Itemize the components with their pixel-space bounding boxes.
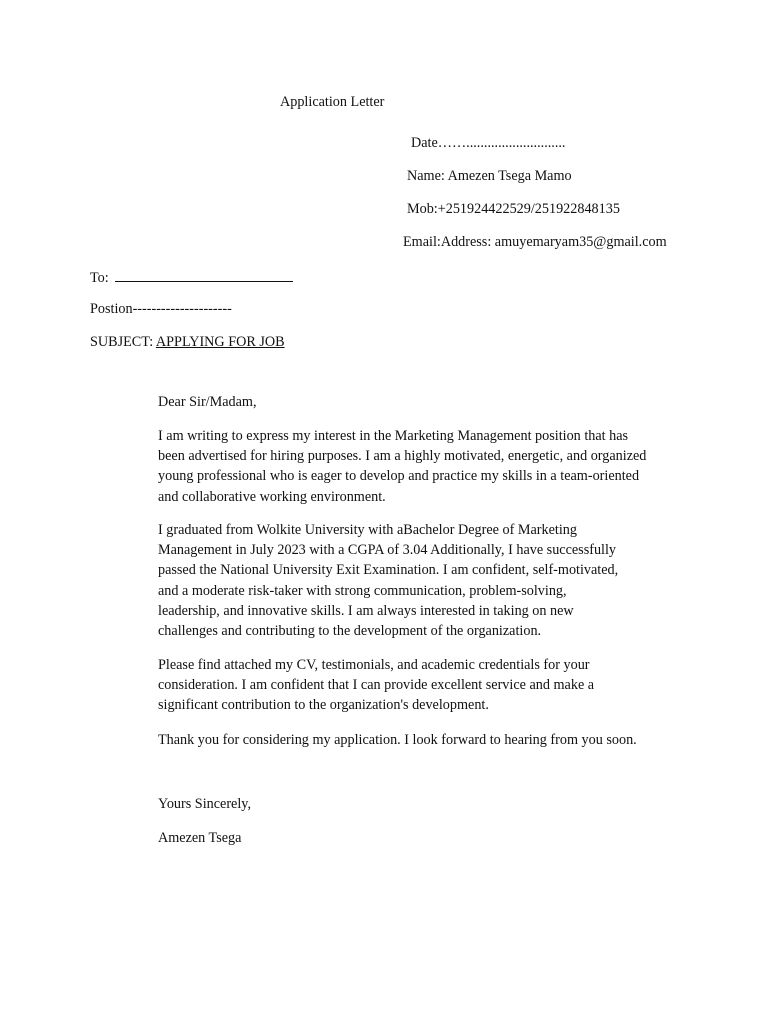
subject-line — [90, 333, 285, 351]
position-line: Postion--------------------- — [90, 301, 232, 317]
salutation: Dear Sir/Madam, — [158, 394, 257, 410]
paragraph-line: significant contribution to the organization's development. — [158, 697, 489, 714]
paragraph-line: Management in July 2023 with a CGPA of 3.04 Additionally, I have successfully — [158, 542, 617, 559]
sender-name: Name: Amezen Tsega Mamo — [407, 168, 572, 184]
paragraph-line: and collaborative working environment. — [158, 488, 386, 505]
subject-text: APPLYING FOR JOB — [155, 334, 285, 350]
sender-email: Email:Address: amuyemaryam35@gmail.com — [403, 234, 667, 250]
paragraph-interest — [158, 426, 678, 507]
paragraph-line: Thank you for considering my application. I look forward to hearing from you soon. — [158, 732, 637, 748]
paragraph-line: and a moderate risk-taker with strong communication, problem-solving, — [158, 582, 567, 599]
paragraph-line: passed the National University Exit Examination. I am confident, self-motivated, — [158, 562, 619, 579]
paragraph-line: I am writing to express my interest in the Marketing Management position that has — [158, 428, 629, 444]
paragraph-attachments — [158, 655, 678, 716]
to-label: To: — [90, 270, 109, 286]
subject-label: SUBJECT: — [90, 334, 154, 350]
paragraph-line: consideration. I am confident that I can provide excellent service and make a — [158, 677, 595, 694]
date-line: Date……............................ — [411, 135, 566, 151]
sender-mobile: Mob:+251924422529/251922848135 — [407, 201, 620, 217]
recipient-blank — [115, 267, 293, 282]
paragraph-line: Please find attached my CV, testimonials, and academic credentials for your — [158, 657, 590, 673]
letter-title: Application Letter — [280, 94, 385, 110]
paragraph-education — [158, 520, 678, 641]
recipient-line — [90, 267, 293, 287]
paragraph-line: young professional who is eager to develop and practice my skills in a team-oriented — [158, 468, 640, 485]
paragraph-line: been advertised for hiring purposes. I am a highly motivated, energetic, and organized — [158, 448, 647, 465]
paragraph-line: challenges and contributing to the development of the organization. — [158, 623, 542, 640]
closing: Yours Sincerely, — [158, 796, 252, 812]
paragraph-line: I graduated from Wolkite University with aBachelor Degree of Marketing — [158, 522, 577, 538]
paragraph-thanks — [158, 730, 678, 750]
paragraph-line: leadership, and innovative skills. I am always interested in taking on new — [158, 602, 574, 619]
signature-name: Amezen Tsega — [158, 830, 242, 846]
